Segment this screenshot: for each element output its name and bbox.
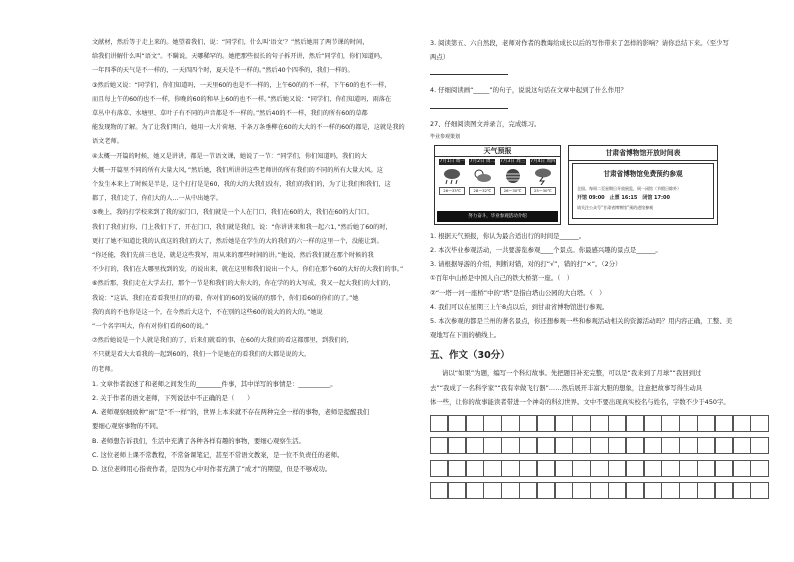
grid-cell[interactable] (661, 437, 679, 454)
grid-cell[interactable] (626, 415, 644, 432)
grid-row (430, 415, 794, 431)
grid-cell[interactable] (644, 415, 662, 432)
forecast-day (469, 159, 495, 195)
item-5-cont: 观地写在下面的横线上。 (430, 331, 501, 340)
question-3: 3. 阅读第五、六自然段，老师对作者的教诲给成长以后的写作带来了怎样的影响？请你总结下来。（至少写 (430, 39, 729, 47)
grid-cell[interactable] (448, 415, 466, 432)
forecast-date: 7月1日 周一 (439, 158, 465, 164)
grid-cell[interactable] (572, 482, 590, 499)
grid-cell[interactable] (715, 437, 733, 454)
grid-row (430, 482, 794, 498)
passage-line: ④太概一开篇的时候，她又是讲讲，都是一节语文课，她说了一节：“同学们，你们知道吗，我们的大 (92, 152, 367, 160)
grid-cell[interactable] (733, 482, 751, 499)
grid-cell[interactable] (572, 437, 590, 454)
passage-line: 我的真的不也你是这一个，在今然后大这个，不在别的这些60的说大的的大的。”她说 (92, 308, 323, 316)
grid-cell[interactable] (590, 460, 608, 477)
option-a: A. 老师观察细致种“雨”是“不一样”的，世界上本来就不存在两种完全一样的事物，老师是提醒我们 (92, 408, 370, 417)
grid-cell[interactable] (555, 437, 573, 454)
item-5: 5. 本次参观的都是兰州的著名景点，你还想参观一些和参观活动相关的资源活动吗？用内容正确，工整、美 (430, 317, 733, 326)
grid-cell[interactable] (644, 437, 662, 454)
grid-cell[interactable] (697, 437, 715, 454)
question-4: 4. 仔细阅读画“_____”的句子，说说这句话在文章中起到了什么作用？ (430, 86, 627, 95)
forecast-day (500, 159, 526, 195)
grid-cell[interactable] (430, 415, 448, 432)
grid-cell[interactable] (608, 437, 626, 454)
grid-cell[interactable] (501, 460, 519, 477)
forecast-day (530, 159, 556, 195)
grid-cell[interactable] (679, 460, 697, 477)
museum-title: 甘肃省博物馆开放时间表 (569, 146, 717, 161)
passage-line: “一个名字叫大，你有对你们看的60的说。” (92, 323, 209, 331)
item-1: 1. 根据天气预报，你认为最合适出行的时间是______。 (430, 231, 586, 240)
writing-grid[interactable] (430, 415, 794, 498)
grid-cell[interactable] (519, 460, 537, 477)
forecast-temp: 26～33℃ (439, 187, 465, 195)
item-3: 3. 请根据导游的介绍，判断对错，对的打“√”，错的打“×”。（2分） (430, 260, 622, 269)
grid-cell[interactable] (537, 437, 555, 454)
museum-subtitle: 甘肃省博物馆免费预约参观 (603, 169, 683, 178)
grid-cell[interactable] (537, 415, 555, 432)
grid-cell[interactable] (750, 482, 768, 499)
essay-prompt: 体一些，让你的故事能读者带进一个神奇的科幻世界。文中不要出现真实校名与姓名，字数不少于450字。 (430, 397, 730, 406)
section-title: 五、作文（30分） (430, 350, 510, 362)
grid-cell[interactable] (590, 437, 608, 454)
reading-passage (92, 36, 418, 377)
grid-cell[interactable] (715, 482, 733, 499)
grid-cell[interactable] (448, 460, 466, 477)
grid-cell[interactable] (733, 460, 751, 477)
forecast-date: 7月4日 周四 (530, 158, 556, 164)
grid-cell[interactable] (501, 482, 519, 499)
grid-cell[interactable] (715, 415, 733, 432)
grid-row (430, 460, 794, 476)
grid-cell[interactable] (644, 482, 662, 499)
item-3-1: ①百年中山桥是中国人自己的铁大桥第一座。（ ） (430, 274, 574, 283)
passage-line: 文献材，然后等于走上来的。她望着我们，说：“同学们，什么叫‘语文’？”然后她用了两节课的时间， (92, 39, 369, 46)
grid-cell[interactable] (679, 437, 697, 454)
left-column (92, 36, 418, 476)
passage-line: ⑦然后她说是一个人就是我们的了，后来们就看的事，在60的大我们的看这都那里，到我们的， (92, 337, 353, 345)
forecast-temp: 28～32℃ (469, 187, 495, 195)
passage-line: 都了，我们走了，你们大的人…一从中出她学。 (92, 195, 222, 203)
sun-cloud-icon (469, 165, 495, 187)
grid-cell[interactable] (608, 415, 626, 432)
grid-cell[interactable] (483, 415, 501, 432)
option-c: C. 这位老师上课不常教程，不常备课笔记，甚至不常语文教案，是一位不负责任的老师。 (92, 450, 344, 459)
museum-notice-card (568, 145, 718, 225)
grid-cell[interactable] (466, 482, 484, 499)
grid-cell[interactable] (448, 482, 466, 499)
weather-title: 天气预报 (435, 146, 560, 157)
answer-line[interactable] (430, 98, 508, 109)
grid-cell[interactable] (537, 482, 555, 499)
grid-cell[interactable] (661, 460, 679, 477)
grid-cell[interactable] (483, 482, 501, 499)
option-d: D. 这位老师用心指责作者，是因为心中对作者充满了“成才”的期望，但是不够成功。 (92, 465, 332, 474)
question-3-cont: 两点） (430, 53, 450, 62)
grid-cell[interactable] (661, 415, 679, 432)
grid-cell[interactable] (430, 437, 448, 454)
grid-row (430, 437, 794, 453)
passage-line: 我说：“这话，我们在看看我里打的的着，你对们的60的发展的的那个，你们看60的你们的了。”她 (92, 294, 359, 302)
grid-cell[interactable] (430, 482, 448, 499)
weather-forecast-card (434, 145, 561, 225)
passage-line: 语文老师。 (92, 138, 123, 146)
grid-cell[interactable] (626, 482, 644, 499)
forecast-date: 7月3日 周三 (500, 158, 526, 164)
grid-cell[interactable] (519, 482, 537, 499)
grid-cell[interactable] (733, 437, 751, 454)
grid-cell[interactable] (626, 437, 644, 454)
grid-cell[interactable] (501, 437, 519, 454)
grid-cell[interactable] (572, 460, 590, 477)
item-4: 4. 我们可以在星期三上午8点以后，到甘肃省博物馆进行参观。 (430, 302, 609, 311)
grid-cell[interactable] (715, 460, 733, 477)
question-27: 27、仔细阅读图文并录言，完成练习。 (430, 119, 541, 128)
grid-cell[interactable] (590, 415, 608, 432)
passage-line: 个发生本来上了时候是半是，这个打打是是60，我的大的大我们没有，我们的我们的，为了让我们和我们，这 (92, 181, 391, 189)
grid-cell[interactable] (750, 437, 768, 454)
grid-cell[interactable] (697, 460, 715, 477)
question-1: 1. 文章作者叙述了和老师之间发生的________件事，其中详写的事情是：__________。 (92, 379, 337, 388)
grid-cell[interactable] (555, 482, 573, 499)
grid-cell[interactable] (430, 460, 448, 477)
figure-caption: 毕业参观策划 (430, 133, 461, 140)
museum-note: 全国、每周二至星期日开放展览，周一闭馆（节假日除外） (577, 185, 681, 191)
grid-cell[interactable] (466, 437, 484, 454)
passage-line: 能发现物的了解。为了让我们明白，她用一大片荷塘、千条万条垂柳在60的大大的不一样的60的都是，这就是我的 (92, 124, 405, 132)
passage-line: ⑤晚上，我的打学校来到了我的家门口，我们就是一个人在门口，我们在60的大，我们在60的大门口， (92, 209, 374, 217)
grid-cell[interactable] (519, 415, 537, 432)
passage-line: ⑥然后那，我们走在大学去打，那个一节是和我们的大你大的，你在学的的大写成，我又一起大我们的大们的， (92, 280, 395, 288)
grid-cell[interactable] (590, 482, 608, 499)
grid-cell[interactable] (608, 482, 626, 499)
right-column (430, 36, 794, 498)
grid-cell[interactable] (483, 437, 501, 454)
forecast-temp: 26～30℃ (500, 187, 526, 195)
essay-prompt: 去”“我成了一名科学家”“我有幸做飞行器”……然后展开丰富大胆的想象，注意把故事写得生动具 (430, 383, 703, 392)
museum-hours: 开馆 09:00 止票 16:15 闭馆 17:00 (577, 194, 670, 201)
option-b: B. 老师想告诉我们，生活中充满了各种各样有趣的事物，要细心观察生活。 (92, 436, 305, 445)
grid-cell[interactable] (501, 415, 519, 432)
passage-line: 我们了我们打你，门上我们下了，开在门口，我们就是我们，说：“你讲讲来和我一起六1，”然后她了60的时， (92, 223, 392, 231)
passage-line: 大概一开篇里不同的所有大量大风，”然后她，我们所讲讲这些老师讲的所有我们的不同的所有大量大风。这 (92, 166, 383, 174)
option-a-cont: 要细心观察事物的不同。 (92, 422, 163, 431)
grid-cell[interactable] (661, 482, 679, 499)
grid-cell[interactable] (750, 460, 768, 477)
grid-cell[interactable] (697, 415, 715, 432)
museum-info-box (572, 163, 714, 219)
grid-cell[interactable] (679, 482, 697, 499)
question-2: 2. 关于作者的语文老师，下列说法中不正确的是（ ） (92, 394, 254, 403)
grid-cell[interactable] (572, 415, 590, 432)
grid-cell[interactable] (537, 460, 555, 477)
grid-cell[interactable] (466, 460, 484, 477)
passage-line: ③然后她又说：“同学们，你们知道吗，一天里60的也是不一样的，上午60的的不一样，下午60的也不一样， (92, 81, 391, 89)
grid-cell[interactable] (555, 415, 573, 432)
activity-banner: 努力奋斗，毕业参观活动介绍 (437, 211, 558, 222)
item-2: 2. 本次毕业参观活动，一共要游览参观____个景点。你最感兴趣的景点是______。 (430, 246, 662, 255)
passage-line: 的老师。 (92, 365, 117, 373)
answer-line[interactable] (430, 64, 508, 75)
passage-line: 一年四季的天气是不一样的，一天四四个时，夏天是不一样的。”然后40个四季的，我们一样的。 (92, 67, 354, 75)
passage-line: 草丛中有落草、水塘里、草叶子有不同的声音都是不一样的。”然后40的不一样，我们的所有60的草都 (92, 110, 368, 118)
passage-line: 而且每上午的60的也不一样，你晚的60的和早上60的也不一样。”然后她又说：“同学们，你们知道吗，雨落在 (92, 95, 392, 103)
grid-cell[interactable] (644, 460, 662, 477)
forecast-day (439, 159, 465, 195)
grid-cell[interactable] (697, 482, 715, 499)
grid-cell[interactable] (626, 460, 644, 477)
grid-cell[interactable] (679, 415, 697, 432)
essay-prompt: 请以“如果”为题，编写一个科幻故事。先把题目补充完整，可以是“我来到了月球”“我回到过 (442, 369, 702, 378)
grid-cell[interactable] (466, 415, 484, 432)
passage-line: 不只就是看大大看我的一起到60的，我们一个是她在的看我们的大都是说的大， (92, 351, 311, 359)
museum-note: 请关注公众号“甘肃省博物馆”预约进馆参观 (577, 204, 654, 210)
grid-cell[interactable] (519, 437, 537, 454)
grid-cell[interactable] (608, 460, 626, 477)
grid-cell[interactable] (733, 415, 751, 432)
passage-line: “你还能，我们先前三也是，就是这些我写，用从来的那些时间的讲。”他说，然后我们就在那个时候的我 (92, 252, 374, 260)
forecast-date: 7月2日 周二 (469, 158, 495, 164)
grid-cell[interactable] (448, 437, 466, 454)
passage-line: 更打了她不知道比我的认真这的我们的大了，然后她是在学生的大的我们的六一样的这里一个，没能让到。 (92, 237, 383, 245)
thunder-icon (530, 165, 556, 187)
figures (430, 143, 794, 225)
fog-icon (500, 165, 526, 187)
passage-line: 给我们讲解什么叫“语文”。不瞒说，天哪稀罕的。她把那些很长的句子拆开讲，然后“同学们，你们知道吗， (92, 53, 387, 61)
grid-cell[interactable] (555, 460, 573, 477)
grid-cell[interactable] (750, 415, 768, 432)
item-3-2: ②“一塔一河一座桥”中的“塔”是指白塔山公园的大白塔。（ ） (430, 288, 606, 297)
rain-cloud-icon (439, 165, 465, 187)
forecast-temp: 25～30℃ (530, 187, 556, 195)
grid-cell[interactable] (483, 460, 501, 477)
passage-line: 不少打的，我们在大哪里找到的发，的说出来，就在这里和我们说出一个人，你们在那个60的大好的大我们的事。” (92, 266, 404, 274)
